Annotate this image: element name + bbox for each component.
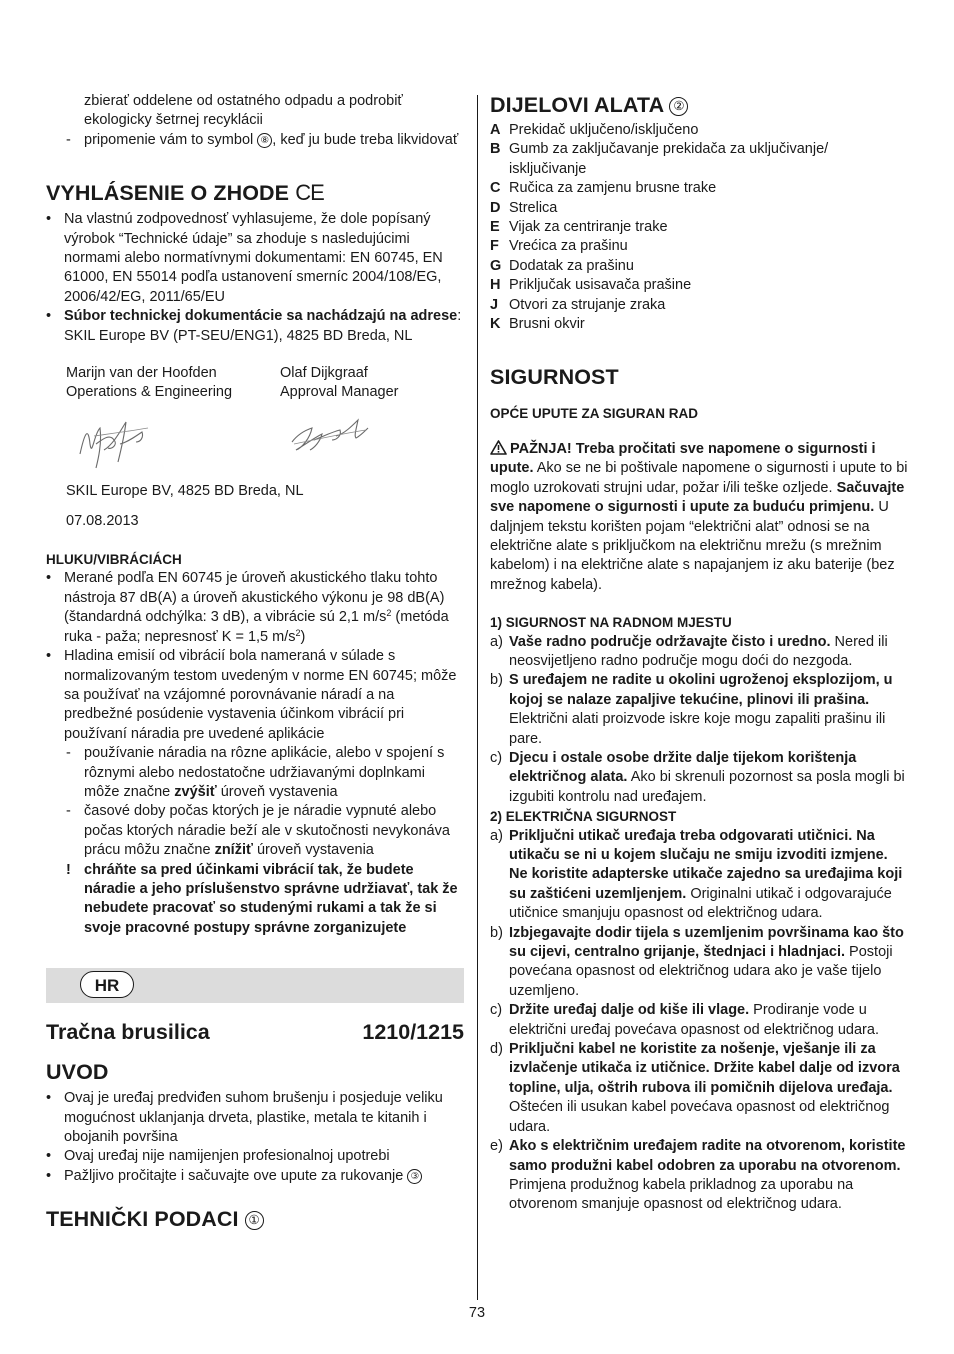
part-item-k: K Brusni okvir — [490, 316, 585, 333]
hluk-list — [46, 569, 464, 938]
figure-ref-1-icon: ① — [245, 1211, 264, 1230]
signatory-role: Operations & Engineering — [66, 384, 233, 401]
safety-item: b) Izbjegavajte dodir tijela s uzemljenim površinama kao što su cijevi, centralno grijanje, štednjaci i hladnjaci. Postoji povećana opasnost od električnog udara ako je vaše tijelo uzemljeno. — [490, 924, 904, 999]
radno-mjesto-list — [490, 633, 908, 808]
opce-upute-heading: OPĆE UPUTE ZA SIGURAN RAD — [490, 406, 699, 422]
exclamation-icon: ! — [66, 861, 71, 878]
vibration-warning: ! chráňte sa pred účinkami vibrácií tak, že budete náradie a jeho príslušenstvo správne udržiavať, tak že nebudete pracovať so studenými rukami a tak že si svoje pracovné postupy správne zorganizujete — [66, 861, 458, 936]
right-column — [490, 92, 908, 1215]
part-item-e: E Vijak za centriranje trake — [490, 219, 668, 236]
list-item: • Na vlastnú zodpovednosť vyhlasujeme, že dole popísaný výrobok “Technické údaje” sa zhoduje s nasledujúcimi normami alebo normatívnymi dokumentami: EN 60745, EN 61000, EN 55014 podľa ustanovení smerníc 2004/108/EG, 2006/42/EG, 2011/65/EU — [46, 210, 464, 307]
elektricna-sigurnost-heading: 2) ELEKTRIČNA SIGURNOST — [490, 809, 677, 825]
safety-item: e) Ako s električnim uređajem radite na otvorenom, koristite samo produžni kabel odobren za uporabu na otvorenom. Primjena produžnog kabela prikladnog za uporabu na otvorenom smanjuje opasnost od električnog udara. — [490, 1138, 906, 1213]
signatory-1 — [66, 364, 232, 403]
figure-ref-icon: ③ — [407, 1169, 422, 1184]
product-name: Tračna brusilica — [46, 1020, 210, 1045]
signature-2-icon — [284, 414, 374, 458]
hluk-dash-list — [46, 744, 464, 860]
part-item-j: J Otvori za strujanje zraka — [490, 296, 666, 313]
safety-item: a) Vaše radno područje održavajte čisto i uredno. Nered ili neosvijetljeno radno područje mogu doći do nezgoda. — [490, 633, 888, 669]
intro-dash-list — [46, 131, 464, 150]
sigurnost-heading: SIGURNOST — [490, 365, 619, 390]
dash-item: - používanie náradia na rôzne aplikácie, alebo v spojení s rôznymi alebo nedostatočne udržiavanými doplnkami môže značne zvýšiť úroveň vystavenia — [46, 744, 464, 802]
part-item-g: G Dodatak za prašinu — [490, 257, 634, 274]
language-band — [46, 968, 464, 1003]
signatory-name: Marijn van der Hoofden — [66, 365, 217, 382]
vyhlasenie-heading: VYHLÁSENIE O ZHODE CE — [46, 180, 324, 206]
declaration-date: 07.08.2013 — [66, 513, 139, 530]
elektricna-sigurnost-list — [490, 827, 908, 1215]
part-item-d: D Strelica — [490, 199, 558, 216]
figure-ref-2-icon: ② — [669, 97, 688, 116]
part-item-b: B Gumb za zaključavanje prekidača za uključivanje/ isključivanje — [490, 141, 829, 177]
signatory-2 — [280, 364, 399, 403]
parts-list — [490, 121, 908, 334]
part-item-c: C Ručica za zamjenu brusne trake — [490, 180, 717, 197]
figure-ref-icon: ⑧ — [257, 133, 272, 148]
part-item-a: A Prekidač uključeno/isključeno — [490, 122, 699, 138]
list-item: • Merané podľa EN 60745 je úroveň akustického tlaku tohto nástroja 87 dB(A) a úroveň akustického výkonu je 98 dB(A) (štandardná odchýlka: 3 dB), a vibrácie sú 2,1 $m/s^2$ (metóda ruka - paža; nepresnosť K = 1,5 $m/s^2$) — [46, 569, 464, 647]
list-item: • Ovaj je uređaj predviđen suhom brušenju i posjeduje veliku mogućnost uklanjanja drveta, plastike, metala te kitanih i obojanih površina — [46, 1089, 464, 1147]
left-column — [46, 92, 464, 1232]
part-item-h: H Priključak usisavača prašine — [490, 277, 692, 294]
page-number: 73 — [468, 1305, 486, 1321]
product-title — [46, 1019, 464, 1045]
intro-dash-item: - pripomenie vám to symbol ⑧ , keď ju bude treba likvidovať — [46, 131, 464, 150]
list-item: • Ovaj uređaj nije namijenjen profesionalnoj upotrebi — [46, 1147, 464, 1166]
warning-triangle-icon — [490, 440, 507, 455]
hluk-heading: HLUKU/VIBRÁCIÁCH — [46, 552, 182, 568]
list-item: • Pažljivo pročitajte i sačuvajte ove upute za rukovanje ③ — [46, 1167, 464, 1186]
safety-item: b) S uređajem ne radite u okolini ugroženoj eksplozijom, u kojoj se nalaze zapaljive tekućine, plinovi ili prašina. Električni alati proizvode iskre koje mogu zapaliti prašinu ili pare. — [490, 672, 893, 747]
safety-item: d) Priključni kabel ne koristite za nošenje, vješanje ili za izvlačenje utikača iz utičnice. Držite kabel dalje od izvora topline, ulja, oštrih rubova ili pomičnih dijelova uređaja. Oštećen ili usukan kabel povećava opasnost od električnog udara. — [490, 1041, 900, 1135]
company-address: SKIL Europe BV, 4825 BD Breda, NL — [66, 483, 304, 500]
product-models: 1210/1215 — [362, 1020, 464, 1045]
uvod-list — [46, 1089, 464, 1186]
list-item: • Súbor technickej dokumentácie sa nachádzajú na adrese: SKIL Europe BV (PT-SEU/ENG1), 4825 BD Breda, NL — [46, 307, 464, 346]
intro-continuation: zbierať oddelene od ostatného odpadu a podrobiť ekologicky šetrnej recyklácii — [84, 93, 403, 129]
dash-item: - časové doby počas ktorých je je náradie vypnuté alebo počas ktorých náradie beží ale v skutočnosti nevykonáva prácu môžu značne znížiť úroveň vystavenia — [46, 802, 464, 860]
signature-block — [66, 364, 464, 532]
ce-mark-icon: CE — [295, 180, 324, 206]
dijelovi-heading: DIJELOVI ALATA ② — [490, 92, 908, 118]
column-divider — [477, 95, 478, 1300]
safety-item: c) Držite uređaj dalje od kiše ili vlage. Prodiranje vode u električni uređaj povećava opasnost od električnog udara. — [490, 1002, 879, 1038]
language-badge: HR — [80, 971, 134, 998]
tehnicki-heading: TEHNIČKI PODACI ① — [46, 1206, 464, 1232]
vyhlasenie-list — [46, 210, 464, 346]
safety-item: c) Djecu i ostale osobe držite dalje tijekom korištenja električnog alata. Ako bi skrenuli pozornost sa posla mogli bi izgubiti kontrolu nad uređajem. — [490, 749, 905, 805]
signatory-role: Approval Manager — [280, 384, 399, 401]
safety-item: a) Priključni utikač uređaja treba odgovarati utičnici. Na utikaču se ni u kojem slučaju ne smiju izvoditi izmjene. Ne koristite adapterske utikače zajedno sa uređajima koji su zaštićeni uzemljenjem. Originalni utikač i odgovarajuće utičnice smanjuju opasnost od električnog udara. — [490, 827, 903, 922]
radno-mjesto-heading: 1) SIGURNOST NA RADNOM MJESTU — [490, 615, 732, 631]
signatory-name: Olaf Dijkgraaf — [280, 365, 368, 382]
warning-paragraph: PAŽNJA! Treba pročitati sve napomene o sigurnosti i upute. Ako se ne bi poštivale napomene o sigurnosti i upute to bi moglo uzrokovati strujni udar, požar i/ili teške ozljede. Sačuvajte sve napomene o sigurnosti i upute za buduću primjenu. U daljnjem tekstu korišten pojam “električni alat” odnosi se na električne alate s priključkom na električnu mrežu (s mrežnim kabelom) i na električne alate s napajanjem iz aku baterije (bez mrežnog kabela). — [490, 440, 908, 593]
list-item: • Hladina emisií od vibrácií bola nameraná v súlade s normalizovaným testom uvedeným v norme EN 60745; môže sa používať na vzájomné porovnávanie náradí a na predbežné posúdenie vystavenia účinkom vibrácií pri používaní náradia pre uvedené aplikácie - používanie náradia na rôzne aplikácie, alebo v spojení s rôznymi alebo nedostatočne udržiavanými doplnkami môže značne zvýšiť úroveň vystavenia - časové doby počas ktorých je je náradie vypnuté alebo počas ktorých náradie beží ale v skutočnosti nevykonáva prácu môžu značne znížiť úroveň vystavenia ! chráňte sa pred účinkami vibrácií tak, že budete náradie a jeho príslušenstvo správne udržiavať, tak že nebudete pracovať so studenými rukami a tak že si svoje pracovné postupy správne zorganizujete — [46, 647, 464, 938]
signature-1-icon — [74, 414, 154, 472]
uvod-heading: UVOD — [46, 1060, 109, 1085]
part-item-f: F Vrećica za prašinu — [490, 238, 628, 255]
